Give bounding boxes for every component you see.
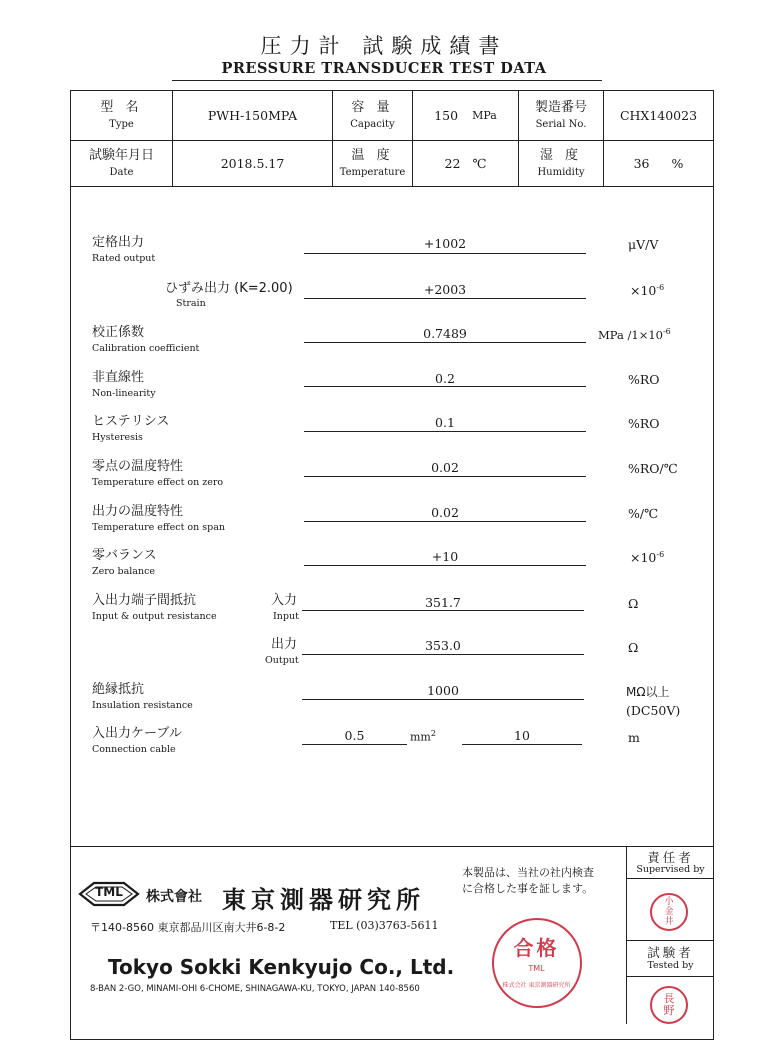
pass-stamp-logo: TML [528,964,545,973]
company-prefix: 株式會社 [146,889,202,905]
nonlinearity-unit: %RO [628,372,660,387]
temp-effect-span-value: 0.02 [431,505,459,520]
input-resistance-unit: Ω [628,596,639,611]
cable-label: 入出力ケーブル [92,726,182,741]
title-english: PRESSURE TRANSDUCER TEST DATA [221,60,547,77]
temp-effect-zero-line [304,476,586,477]
capacity-label: 容 量 Capacity [350,100,395,130]
tested-divider [626,940,714,941]
tested-label-en: Tested by [647,960,694,971]
title-japanese: 圧力計 試験成績書 [260,34,508,58]
supervised-header-line [626,878,714,879]
rated-output-line [304,253,586,254]
hysteresis-line [304,431,586,432]
company-name-japanese: 東京測器研究所 [222,886,425,914]
type-value: PWH-150MPA [207,108,298,123]
temp-effect-span-line [304,521,586,522]
insulation-unit: MΩ以上 [626,685,670,699]
calibration-value: 0.7489 [423,326,467,341]
inspection-notice-line2: に合格した事を証します。 [462,882,594,895]
strain-unit: $\times 10^{-6}$ [630,283,665,299]
temp-effect-span-label-en: Temperature effect on span [92,522,226,533]
insulation-line [302,699,584,700]
output-label: 出力 [271,637,298,652]
temperature-label: 温 度 Temperature [339,148,406,178]
temp-effect-zero-label-en: Temperature effect on zero [92,477,224,488]
insulation-label: 絶縁抵抗 [92,682,145,697]
hysteresis-label-en: Hysteresis [92,432,143,443]
output-resistance-unit: Ω [628,640,639,655]
input-resistance-line [302,610,584,611]
cable-label-en: Connection cable [92,744,176,755]
date-label: 試験年月日 Date [88,148,154,178]
zero-balance-label: 零バランス [92,548,157,563]
temp-effect-zero-unit: %RO/℃ [628,461,678,476]
rated-output-label-en: Rated output [92,253,156,264]
pass-stamp-ring-text: 株式会社 東京測器研究所 [502,982,571,989]
temp-effect-span-label: 出力の温度特性 [92,504,184,519]
calibration-label-en: Calibration coefficient [92,343,200,354]
supervisor-seal: 小金井 [650,893,688,931]
cable-size-value: 0.5 [344,728,365,743]
hysteresis-label: ヒステリシス [92,414,170,429]
temp-effect-zero-label: 零点の温度特性 [92,459,184,474]
zero-balance-unit: $\times 10^{-6}$ [630,550,665,566]
postal-address: 〒140-8560 東京都品川区南大井6-8-2 [90,921,286,934]
supervised-label: 責任者 [647,850,694,865]
input-label: 入力 [271,593,298,608]
tested-header-line [626,976,714,977]
tester-seal: 長野 [650,986,688,1024]
tested-label: 試験者 [647,945,694,960]
supervised-label-en: Supervised by [636,864,705,875]
io-resistance-label-en: Input & output resistance [92,611,217,622]
nonlinearity-value: 0.2 [435,371,455,386]
nonlinearity-label: 非直線性 [92,370,145,385]
serial-value: CHX140023 [619,108,698,123]
temp-effect-zero-value: 0.02 [431,460,459,475]
strain-label: ひずみ出力 (K=2.00) [165,281,293,296]
nonlinearity-label-en: Non-linearity [92,388,156,399]
type-label: 型 名 Type [100,100,143,130]
temperature-value: 22 ℃ [444,156,487,171]
date-value: 2018.5.17 [220,156,285,171]
cable-size-unit: $mm^2$ [410,729,436,744]
cable-length-value: 10 [514,728,530,743]
zero-balance-label-en: Zero balance [92,566,156,577]
output-label-en: Output [265,655,299,666]
footer-divider [70,846,714,847]
telephone: TEL (03)3763-5611 [330,919,439,932]
cable-size-line [302,744,407,745]
rated-output-value: +1002 [423,236,467,251]
cable-length-unit: m [628,730,640,745]
input-resistance-value: 351.7 [425,595,461,610]
io-resistance-label: 入出力端子間抵抗 [92,593,197,608]
calibration-unit: MPa $/1\times 10^{-6}$ [598,327,671,342]
strain-label-en: Strain [176,298,206,309]
calibration-label: 校正係数 [92,325,145,340]
insulation-unit-voltage: (DC50V) [626,703,681,718]
serial-label: 製造番号 Serial No. [534,100,587,130]
hysteresis-value: 0.1 [435,415,455,430]
address-english: 8-BAN 2-GO, MINAMI-OHI 6-CHOME, SHINAGAWA-KU, TOKYO, JAPAN 140-8560 [90,984,420,994]
output-resistance-value: 353.0 [425,638,461,653]
calibration-line [304,342,586,343]
nonlinearity-line [304,386,586,387]
insulation-label-en: Insulation resistance [92,700,193,711]
pass-stamp-text: 合格 [513,936,560,960]
output-resistance-line [302,654,584,655]
input-label-en: Input [273,611,299,622]
tml-logo: TML [78,880,140,908]
rated-output-unit: μV/V [628,237,659,252]
capacity-value: 150 MPa [434,108,497,123]
zero-balance-line [304,565,586,566]
pass-stamp [492,918,582,1008]
cable-length-line [462,744,582,745]
inspection-notice-line1: 本製品は、当社の社内検査 [462,866,594,879]
rated-output-label: 定格出力 [92,235,145,250]
info-divider-2 [70,186,714,187]
zero-balance-value: +10 [431,549,459,564]
hysteresis-unit: %RO [628,416,660,431]
humidity-value: 36 % [633,156,684,171]
humidity-label: 湿 度 Humidity [537,148,585,178]
strain-value: +2003 [423,282,467,297]
company-name-english: Tokyo Sokki Kenkyujo Co., Ltd. [108,955,455,979]
strain-line [304,298,586,299]
title-underline [172,80,602,81]
insulation-value: 1000 [427,683,459,698]
temp-effect-span-unit: %/℃ [628,506,659,521]
